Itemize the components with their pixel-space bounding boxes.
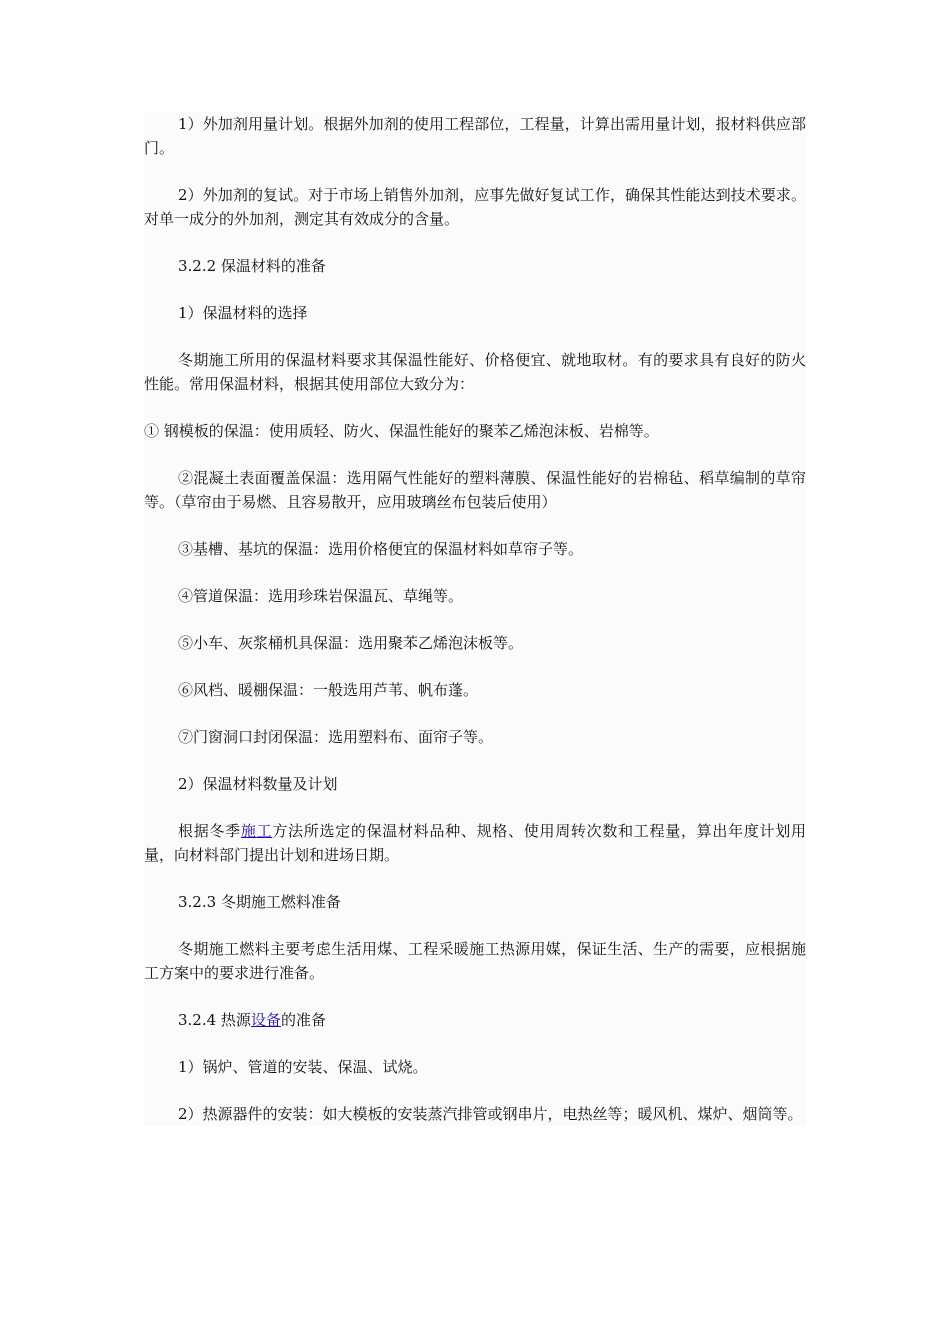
list-item-steel-formwork: ① 钢模板的保温：使用质轻、防火、保温性能好的聚苯乙烯泡沫板、岩棉等。 <box>144 422 659 440</box>
equipment-link[interactable]: 设备 <box>250 1011 281 1029</box>
paragraph-fuel: 冬期施工燃料主要考虑生活用煤、工程采暖施工热源用媒，保证生活、生产的需要，应根据施工方案中的要求进行准备。 <box>144 940 806 982</box>
heading-3-2-3: 3.2.3 冬期施工燃料准备 <box>178 893 341 911</box>
heading-324-after: 的准备 <box>280 1011 326 1029</box>
paragraph-insulation-plan <box>144 819 806 867</box>
heading-3-2-2: 3.2.2 保温材料的准备 <box>178 257 326 275</box>
document-body <box>144 112 806 1126</box>
heading-324-before: 3.2.4 热源 <box>178 1011 251 1029</box>
list-item-foundation-pit: ③基槽、基坑的保温：选用价格便宜的保温材料如草帘子等。 <box>178 540 584 558</box>
construction-link[interactable]: 施工 <box>240 822 273 840</box>
subheading-insulation-selection: 1）保温材料的选择 <box>178 304 308 322</box>
paragraph-admixture-retest: 2）外加剂的复试。对于市场上销售外加剂，应事先做好复试工作，确保其性能达到技术要求。对单一成分的外加剂，测定其有效成分的含量。 <box>144 186 806 228</box>
list-item-concrete-surface: ②混凝土表面覆盖保温：选用隔气性能好的塑料薄膜、保温性能好的岩棉毡、稻草编制的草帘等。（草帘由于易燃、且容易散开，应用玻璃丝布包装后使用） <box>144 469 806 511</box>
list-item-pipeline: ④管道保温：选用珍珠岩保温瓦、草绳等。 <box>178 587 464 605</box>
plan-text-before: 根据冬季 <box>178 822 241 840</box>
list-item-windbreak-shed: ⑥风档、暖棚保温：一般选用芦苇、帆布蓬。 <box>178 681 479 699</box>
paragraph-boiler: 1）锅炉、管道的安装、保温、试烧。 <box>178 1058 428 1076</box>
list-item-door-window: ⑦门窗洞口封闭保温：选用塑料布、面帘子等。 <box>178 728 494 746</box>
paragraph-insulation-requirements: 冬期施工所用的保温材料要求其保温性能好、价格便宜、就地取材。有的要求具有良好的防火性能。常用保温材料，根据其使用部位大致分为： <box>144 351 806 393</box>
paragraph-heat-source-devices: 2）热源器件的安装：如大模板的安装蒸汽排管或钢串片，电热丝等；暖风机、煤炉、烟筒等。 <box>178 1105 803 1123</box>
subheading-insulation-quantity: 2）保温材料数量及计划 <box>178 775 338 793</box>
plan-text-after: 方法所选定的保温材料品种、规格、使用周转次数和工程量，算出年度计划用量，向材料部门提出计划和进场日期。 <box>144 822 806 864</box>
paragraph-admixture-plan: 1）外加剂用量计划。根据外加剂的使用工程部位，工程量，计算出需用量计划，报材料供应部门。 <box>144 115 806 157</box>
list-item-cart-mortar-bucket: ⑤小车、灰浆桶机具保温：选用聚苯乙烯泡沫板等。 <box>178 634 524 652</box>
heading-3-2-4 <box>144 1008 806 1032</box>
